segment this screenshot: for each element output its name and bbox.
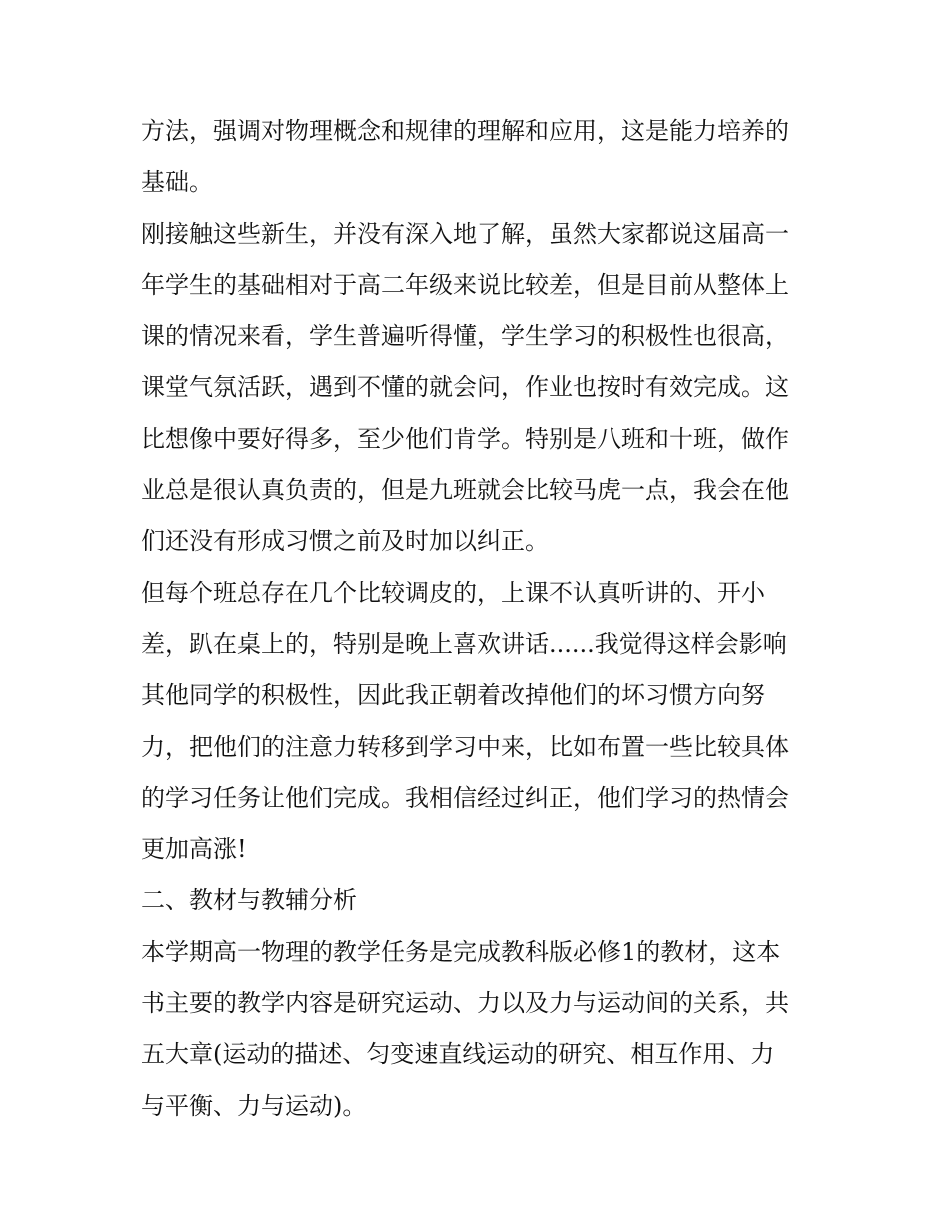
text-line: 课堂气氛活跃，遇到不懂的就会问，作业也按时有效完成。这 [141,373,789,402]
text-line: 更加高涨! [141,835,247,864]
text-line: 五大章(运动的描述、匀变速直线运动的研究、相互作用、力 [141,1040,775,1069]
text-line: 但每个班总存在几个比较调皮的，上课不认真听讲的、开小 [141,578,765,607]
text-line: 本学期高一物理的教学任务是完成教科版必修1的教材，这本 [141,937,781,966]
text-line: 书主要的教学内容是研究运动、力以及力与运动间的关系，共 [141,989,789,1018]
text-line: 比想像中要好得多，至少他们肯学。特别是八班和十班，做作 [141,424,789,453]
text-line: 其他同学的积极性，因此我正朝着改掉他们的坏习惯方向努 [141,681,765,710]
text-line: 与平衡、力与运动)。 [141,1091,367,1120]
section-heading: 二、教材与教辅分析 [141,886,357,915]
text-line: 刚接触这些新生，并没有深入地了解，虽然大家都说这届高一 [141,219,789,248]
text-line: 业总是很认真负责的，但是九班就会比较马虎一点，我会在他 [141,476,789,505]
text-line: 差，趴在桌上的，特别是晚上喜欢讲话......我觉得这样会影响 [141,629,787,658]
text-line: 年学生的基础相对于高二年级来说比较差，但是目前从整体上 [141,270,789,299]
text-line: 课的情况来看，学生普遍听得懂，学生学习的积极性也很高， [141,322,789,351]
text-line: 基础。 [141,168,213,197]
text-line: 的学习任务让他们完成。我相信经过纠正，他们学习的热情会 [141,783,789,812]
text-line: 们还没有形成习惯之前及时加以纠正。 [141,527,549,556]
document-body [141,106,821,1132]
text-line: 方法，强调对物理概念和规律的理解和应用，这是能力培养的 [141,117,789,145]
text-line: 力，把他们的注意力转移到学习中来，比如布置一些比较具体 [141,732,789,761]
